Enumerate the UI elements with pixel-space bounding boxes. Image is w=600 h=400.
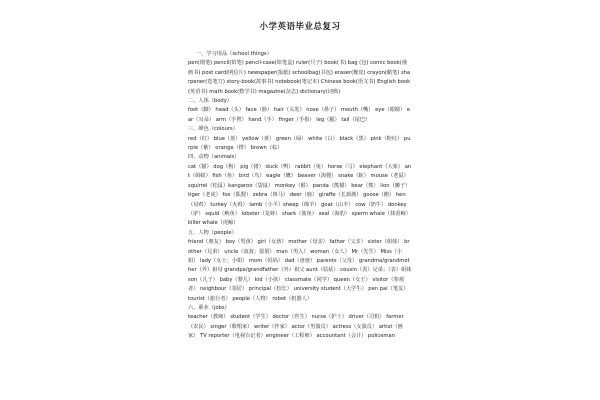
section-heading-people: 五、人物（people） — [188, 229, 237, 236]
section-heading-body: 二、人体（body） — [188, 98, 232, 105]
section-text-animals: cat（猫） dog（狗） pig（猪） duck（鸭） rabbit（兔） horse（马） elephant（大象） ant（蚂蚁） fish（鱼） bird（鸟） eagle（鹰） beaver（海狸） snake（蛇） mouse（老鼠） squirrel（松鼠）kangaroo（袋鼠） monkey（猴） panda（熊猫） bear（熊） lion（狮子） tiger（老虎） fox（狐狸） zebra（斑马） deer（鹿） giraffe（长颈鹿） goose（鹅） hen（母鸡） turkey（火鸡） lamb（小羊）sheep（绵羊） goat（山羊） cow（奶牛） donkey（驴） squid（鱿鱼） lobster（龙虾） shark（鲨鱼） seal（海豹） sperm whale（抹香鲸） killer whale（虎鲸） — [188, 163, 412, 227]
section-heading-jobs: 六、职业（jobs） — [188, 304, 230, 311]
document-title: 小学英语毕业总复习 — [259, 22, 341, 32]
section-heading-animals: 四、动物（animals） — [188, 154, 240, 161]
section-text-colours: red（红） blue（蓝） yellow（黄） green（绿） white（白） black（黑） pink（粉红） purple（紫） orange（橙） brown（棕） — [188, 135, 411, 152]
section-heading-colours: 三、颜色（colours） — [188, 126, 238, 133]
section-heading-school-things: 一、学习用品（school things） — [196, 51, 272, 57]
section-text-school-things: pen(钢笔) pencil(铅笔) pencil-case(铅笔盒) ruler(尺子) book(书) bag (包) comic book(漫画书) post card(明信片) newspaper(报纸) schoolbag(书包) eraser(橡皮) crayon(蜡笔) sharpener(卷笔刀) story-book(故事书) notebook(笔记本) Chinese book(语文书) English book(英语书) math book(数学书) magazine(杂志) dictionary(词典) — [188, 60, 411, 95]
section-text-jobs: teacher（教师） student（学生） doctor（医生） nurse（护士） driver（司机） farmer（农民） singer（歌唱家） writer（作家） actor（男演员） actress（女演员） artist（画家） TV reporter（电视台记者）engineer（工程师） accountant（会计） policeman — [188, 314, 404, 340]
document-body — [188, 50, 412, 342]
section-text-body: foot（脚） head（头） face（脸） hair（头发） nose（鼻子） mouth（嘴） eye（眼睛） ear（耳朵） arm（手臂） hand（手） finger（手指） leg（腿） tail（尾巴） — [188, 107, 411, 123]
section-text-people: friend（朋友） boy（男孩） girl（女孩） mother（母亲） father（父亲） sister（姐妹） brother（兄弟） uncle（叔叔；舅舅） man（男人） woman（女人） Mr（先生） Miss（小姐） lady（女士；小姐） mom（妈妈） dad（爸爸） parents（父母） grandma/grandmother（外）祖母 grandpa/grandfather（外）祖父 aunt（姑姑） cousin（表）兄弟；（表）姐妹 son（儿子） baby（婴儿） kid（小孩） classmate（同学） queen（女王） visitor（参观者） neighbour（邻居） principal（校长） university student（大学生） pen pal（笔友） tourist（旅行者） people（人物） robot（机器人） — [188, 239, 412, 302]
